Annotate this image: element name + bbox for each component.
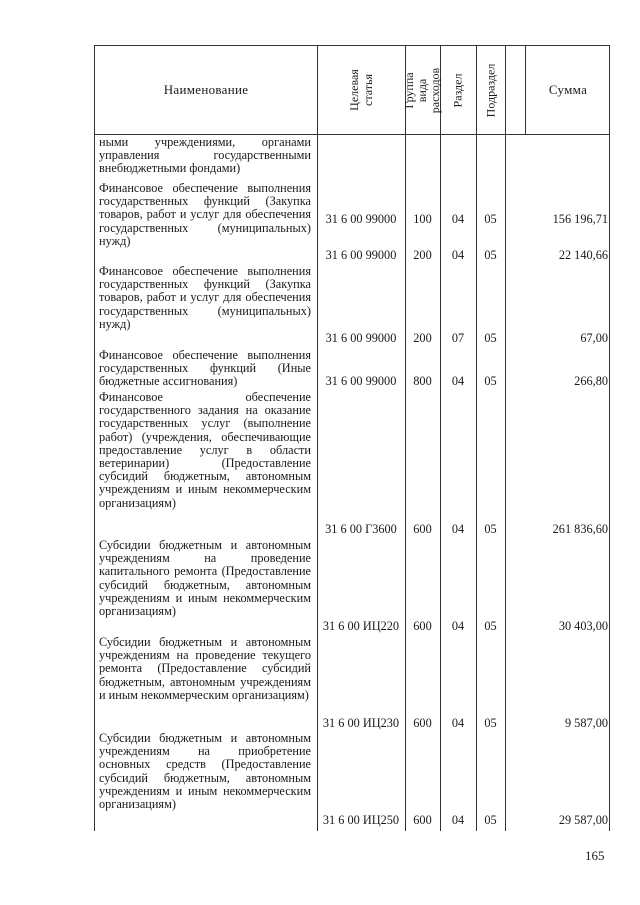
row-name: Финансовое обеспечение выполнения государственных функций (Закупка товаров, работ и услуг для обеспечения государственных (муниципальных) нужд) <box>99 264 311 331</box>
row-group: 600 <box>413 522 432 536</box>
column-divider <box>317 46 318 831</box>
row-name: Субсидии бюджетным и автономным учреждениям на проведение текущего ремонта (Предоставление субсидий бюджетным, автономным учреждениям и иным некоммерческим организациям) <box>99 635 311 702</box>
row-subsection: 05 <box>484 212 497 226</box>
budget-table <box>94 45 610 831</box>
row-subsection: 05 <box>484 619 497 633</box>
row-section: 04 <box>451 374 465 388</box>
row-sum: 22 140,66 <box>558 248 608 262</box>
header-expense-group <box>402 46 442 134</box>
row-name: ными учреждениями, органами управления государственными внебюджетными фондами) <box>99 135 311 176</box>
row-name: Субсидии бюджетным и автономным учреждениям на приобретение основных средств (Предоставление субсидий бюджетным, автономным учреждениям и иным некоммерческим организациям) <box>99 731 311 812</box>
header-sum: Сумма <box>548 82 588 97</box>
column-divider <box>476 46 477 831</box>
header-subsection <box>476 46 505 134</box>
row-article: 31 6 00 99000 <box>325 248 397 262</box>
row-article: 31 6 00 99000 <box>325 331 397 345</box>
row-group: 600 <box>413 813 432 827</box>
row-group: 600 <box>413 716 432 730</box>
row-sum: 29 587,00 <box>558 813 608 827</box>
page-number: 165 <box>585 848 605 863</box>
row-article: 31 6 00 ИЦ220 <box>322 619 400 633</box>
row-section: 04 <box>451 522 465 536</box>
row-subsection: 05 <box>484 522 497 536</box>
row-sum: 261 836,60 <box>552 522 608 536</box>
header-name: Наименование <box>163 82 249 97</box>
row-article: 31 6 00 Г3600 <box>325 522 397 536</box>
row-subsection: 05 <box>484 248 497 262</box>
row-sum: 30 403,00 <box>558 619 608 633</box>
row-group: 200 <box>413 331 432 345</box>
column-divider <box>505 46 506 831</box>
column-divider <box>440 46 441 831</box>
row-group: 200 <box>413 248 432 262</box>
header-section-text: Раздел <box>450 73 465 107</box>
row-group: 100 <box>413 212 432 226</box>
row-sum: 67,00 <box>580 331 608 345</box>
row-section: 04 <box>451 813 465 827</box>
row-group: 600 <box>413 619 432 633</box>
row-subsection: 05 <box>484 331 497 345</box>
row-group: 800 <box>413 374 432 388</box>
row-subsection: 05 <box>484 716 497 730</box>
header-target-article <box>317 46 405 134</box>
row-section: 04 <box>451 212 465 226</box>
row-name: Финансовое обеспечение выполнения государственных функций (Закупка товаров, работ и услуг для обеспечения государственных (муниципальных) нужд) <box>99 181 311 248</box>
row-section: 04 <box>451 716 465 730</box>
row-subsection: 05 <box>484 813 497 827</box>
row-section: 04 <box>451 619 465 633</box>
header-expense-group-text: Группа вида расходов <box>402 67 442 113</box>
row-name: Финансовое обеспечение государственного задания на оказание государственных услуг (выполнение работ) (учреждения, обеспечивающие предоставление услуг в области ветеринарии) (Предоставление субсидий бюджетным, автономным учреждениям и иным некоммерческим организациям) <box>99 390 311 510</box>
header-section <box>440 46 476 134</box>
header-subsection-text: Подраздел <box>483 63 498 117</box>
row-article: 31 6 00 ИЦ230 <box>322 716 400 730</box>
row-sum: 266,80 <box>574 374 608 388</box>
row-article: 31 6 00 ИЦ250 <box>322 813 400 827</box>
row-sum: 9 587,00 <box>564 716 608 730</box>
row-name: Финансовое обеспечение выполнения государственных функций (Иные бюджетные ассигнования) <box>99 348 311 389</box>
row-article: 31 6 00 99000 <box>325 374 397 388</box>
row-name: Субсидии бюджетным и автономным учреждениям на проведение капитального ремонта (Предоставление субсидий бюджетным, автономным учреждениям и иным некоммерческим организациям) <box>99 538 311 619</box>
row-sum: 156 196,71 <box>552 212 608 226</box>
row-subsection: 05 <box>484 374 497 388</box>
header-target-article-text: Целевая статья <box>347 69 375 111</box>
column-divider <box>405 46 406 831</box>
row-article: 31 6 00 99000 <box>325 212 397 226</box>
row-section: 04 <box>451 248 465 262</box>
row-section: 07 <box>451 331 465 345</box>
